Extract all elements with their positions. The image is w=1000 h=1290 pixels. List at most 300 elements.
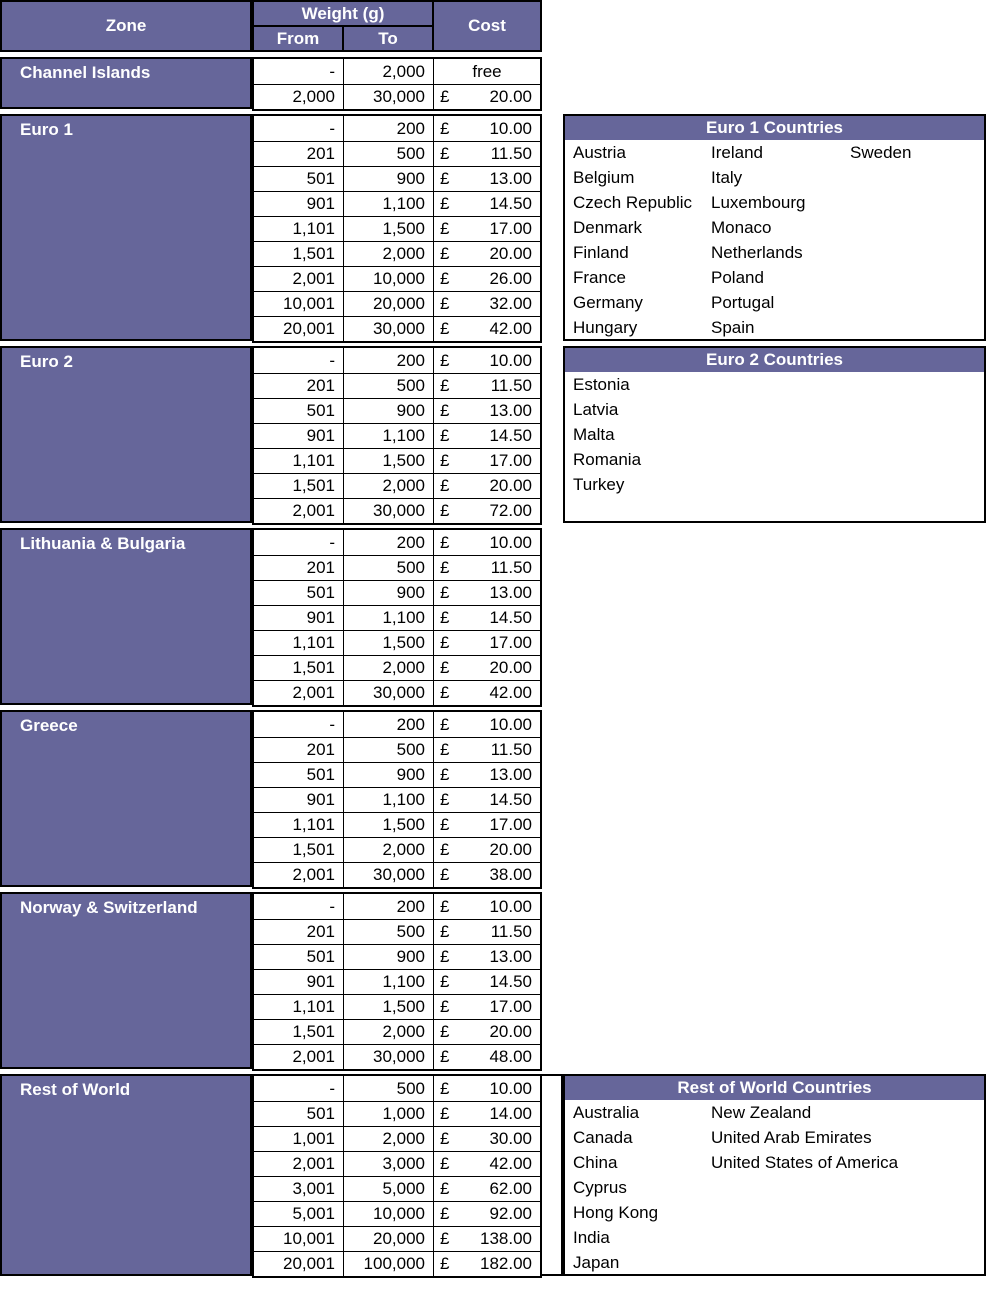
weight-to: 1,100 — [344, 424, 434, 448]
country-name: Poland — [711, 267, 764, 287]
weight-to: 20,000 — [344, 292, 434, 316]
rate-row — [254, 316, 540, 341]
rate-grid — [252, 114, 542, 343]
cost-value: 13.00 — [489, 947, 532, 966]
weight-to: 200 — [344, 894, 434, 919]
weight-from: 2,000 — [254, 85, 344, 109]
currency-symbol: £ — [440, 1047, 450, 1066]
weight-to: 2,000 — [344, 1127, 434, 1151]
cost-value: 30.00 — [489, 1129, 532, 1148]
currency-symbol: £ — [440, 219, 450, 238]
rate-row — [254, 762, 540, 787]
country-name: Estonia — [573, 374, 630, 394]
cost-cell — [434, 1102, 540, 1126]
rate-row — [254, 737, 540, 762]
rate-row — [254, 655, 540, 680]
country-name: Ireland — [711, 142, 763, 162]
cost-cell — [434, 681, 540, 705]
currency-symbol: £ — [440, 633, 450, 652]
zone-name: Lithuania & Bulgaria — [20, 534, 186, 553]
cost-cell — [434, 85, 540, 109]
currency-symbol: £ — [440, 1022, 450, 1041]
weight-from: 2,001 — [254, 681, 344, 705]
cost-cell — [434, 1127, 540, 1151]
cost-cell — [434, 217, 540, 241]
euro-1-countries-box — [563, 114, 986, 341]
zone-label — [0, 710, 252, 887]
currency-symbol: £ — [440, 319, 450, 338]
zone-label — [0, 892, 252, 1069]
cost-cell — [434, 167, 540, 191]
weight-from: 5,001 — [254, 1202, 344, 1226]
cost-cell — [434, 424, 540, 448]
weight-from: 901 — [254, 788, 344, 812]
currency-symbol: £ — [440, 714, 450, 734]
spacer-column — [542, 1074, 563, 1276]
weight-from: 2,001 — [254, 1045, 344, 1069]
country-name: Hungary — [573, 317, 638, 337]
weight-from: - — [254, 712, 344, 737]
cost-cell — [434, 970, 540, 994]
weight-to: 30,000 — [344, 1045, 434, 1069]
rate-row — [254, 473, 540, 498]
rest-of-world-countries-box — [563, 1074, 986, 1276]
weight-from: 501 — [254, 945, 344, 969]
rate-grid — [252, 346, 542, 525]
currency-symbol: £ — [440, 765, 450, 784]
cost-value: 10.00 — [489, 350, 532, 370]
weight-from: 501 — [254, 399, 344, 423]
header-cost — [432, 0, 542, 52]
rate-row — [254, 530, 540, 555]
country-name: India — [573, 1227, 610, 1247]
cost-value: 10.00 — [489, 118, 532, 138]
cost-cell — [434, 863, 540, 887]
weight-to: 10,000 — [344, 1202, 434, 1226]
cost-cell — [434, 499, 540, 523]
cost-value: 14.50 — [489, 194, 532, 213]
country-name: Latvia — [573, 399, 619, 419]
cost-value: 20.00 — [489, 476, 532, 495]
currency-symbol: £ — [440, 87, 450, 106]
weight-from: 901 — [254, 970, 344, 994]
countries-box-title: Euro 2 Countries — [565, 348, 984, 372]
rate-row — [254, 712, 540, 737]
currency-symbol: £ — [440, 451, 450, 470]
weight-from: 10,001 — [254, 292, 344, 316]
currency-symbol: £ — [440, 1254, 450, 1273]
zone-label — [0, 57, 252, 109]
weight-to: 900 — [344, 167, 434, 191]
rate-row — [254, 448, 540, 473]
currency-symbol: £ — [440, 532, 450, 552]
cost-cell — [434, 317, 540, 341]
cost-value: 48.00 — [489, 1047, 532, 1066]
header-weight-label: Weight (g) — [301, 3, 385, 23]
country-name: Portugal — [711, 292, 775, 312]
cost-value: 10.00 — [489, 714, 532, 734]
cost-value: 42.00 — [489, 1154, 532, 1173]
cost-value: 11.50 — [490, 558, 532, 577]
rate-grid — [252, 57, 542, 111]
rate-row — [254, 1201, 540, 1226]
cost-cell — [434, 656, 540, 680]
currency-symbol: £ — [440, 144, 450, 163]
weight-from: 901 — [254, 424, 344, 448]
weight-to: 1,100 — [344, 788, 434, 812]
weight-to: 900 — [344, 945, 434, 969]
rate-row — [254, 116, 540, 141]
cost-value: 42.00 — [489, 319, 532, 338]
currency-symbol: £ — [440, 1204, 450, 1223]
cost-cell — [434, 581, 540, 605]
weight-from: - — [254, 348, 344, 373]
countries-box-title: Rest of World Countries — [565, 1076, 984, 1100]
weight-from: 1,101 — [254, 995, 344, 1019]
country-name: Belgium — [573, 167, 635, 187]
cost-cell — [434, 788, 540, 812]
weight-from: 2,001 — [254, 863, 344, 887]
cost-value: 13.00 — [489, 401, 532, 420]
rate-row — [254, 216, 540, 241]
cost-value: 10.00 — [489, 532, 532, 552]
weight-to: 900 — [344, 763, 434, 787]
currency-symbol: £ — [440, 1078, 450, 1098]
cost-cell — [434, 530, 540, 555]
weight-to: 1,500 — [344, 813, 434, 837]
currency-symbol: £ — [440, 683, 450, 702]
weight-to: 20,000 — [344, 1227, 434, 1251]
country-name: Finland — [573, 242, 629, 262]
weight-from: 1,501 — [254, 474, 344, 498]
cost-cell — [434, 1252, 540, 1276]
weight-from: 201 — [254, 738, 344, 762]
zone-name: Rest of World — [20, 1080, 131, 1099]
weight-from: 2,001 — [254, 267, 344, 291]
cost-cell — [434, 242, 540, 266]
cost-cell — [434, 116, 540, 141]
weight-to: 1,500 — [344, 449, 434, 473]
rate-grid — [252, 1074, 542, 1278]
weight-from: 201 — [254, 374, 344, 398]
rate-row — [254, 1151, 540, 1176]
header-to-label: To — [378, 28, 398, 48]
currency-symbol: £ — [440, 294, 450, 313]
weight-from: 1,501 — [254, 656, 344, 680]
country-name: New Zealand — [711, 1102, 812, 1122]
rate-grid — [252, 892, 542, 1071]
zone-name: Euro 1 — [20, 120, 73, 139]
cost-cell — [434, 995, 540, 1019]
country-name: Italy — [711, 167, 743, 187]
country-name: Canada — [573, 1127, 633, 1147]
rate-row — [254, 191, 540, 216]
countries-box-title: Euro 1 Countries — [565, 116, 984, 140]
rate-row — [254, 555, 540, 580]
cost-cell — [434, 374, 540, 398]
currency-symbol: £ — [440, 840, 450, 859]
country-name: Czech Republic — [573, 192, 693, 212]
weight-from: 201 — [254, 556, 344, 580]
rate-row — [254, 59, 540, 84]
currency-symbol: £ — [440, 501, 450, 520]
rate-row — [254, 1226, 540, 1251]
currency-symbol: £ — [440, 118, 450, 138]
currency-symbol: £ — [440, 244, 450, 263]
cost-value: 20.00 — [489, 840, 532, 859]
weight-from: - — [254, 59, 344, 84]
weight-to: 2,000 — [344, 242, 434, 266]
rate-row — [254, 605, 540, 630]
weight-to: 30,000 — [344, 681, 434, 705]
cost-cell — [434, 763, 540, 787]
cost-cell — [434, 712, 540, 737]
rate-row — [254, 266, 540, 291]
currency-symbol: £ — [440, 972, 450, 991]
weight-to: 2,000 — [344, 838, 434, 862]
cost-value: 11.50 — [490, 740, 532, 759]
currency-symbol: £ — [440, 1129, 450, 1148]
cost-cell — [434, 920, 540, 944]
cost-value: 17.00 — [489, 451, 532, 470]
cost-value: 11.50 — [490, 376, 532, 395]
currency-symbol: £ — [440, 740, 450, 759]
cost-value: 20.00 — [489, 244, 532, 263]
weight-to: 1,100 — [344, 192, 434, 216]
weight-from: - — [254, 116, 344, 141]
weight-from: 501 — [254, 1102, 344, 1126]
zone-label — [0, 1074, 252, 1276]
cost-cell — [434, 1020, 540, 1044]
weight-from: 2,001 — [254, 1152, 344, 1176]
weight-to: 1,500 — [344, 631, 434, 655]
cost-value: 14.50 — [489, 972, 532, 991]
country-name: Netherlands — [711, 242, 803, 262]
weight-to: 200 — [344, 530, 434, 555]
country-name: Spain — [711, 317, 755, 337]
header-weight — [252, 0, 434, 27]
currency-symbol: £ — [440, 896, 450, 916]
cost-value: 14.00 — [489, 1104, 532, 1123]
rate-row — [254, 787, 540, 812]
weight-to: 200 — [344, 712, 434, 737]
weight-from: 20,001 — [254, 317, 344, 341]
weight-to: 200 — [344, 116, 434, 141]
weight-from: - — [254, 530, 344, 555]
currency-symbol: £ — [440, 558, 450, 577]
currency-symbol: £ — [440, 608, 450, 627]
weight-from: 1,501 — [254, 1020, 344, 1044]
weight-to: 5,000 — [344, 1177, 434, 1201]
cost-cell — [434, 1152, 540, 1176]
currency-symbol: £ — [440, 426, 450, 445]
rate-row — [254, 944, 540, 969]
rate-row — [254, 291, 540, 316]
weight-from: 20,001 — [254, 1252, 344, 1276]
cost-value: 20.00 — [489, 87, 532, 106]
country-name: Japan — [573, 1252, 620, 1272]
cost-cell — [434, 292, 540, 316]
cost-value: 20.00 — [489, 1022, 532, 1041]
rate-row — [254, 398, 540, 423]
country-name: Denmark — [573, 217, 642, 237]
currency-symbol: £ — [440, 1179, 450, 1198]
weight-to: 1,100 — [344, 606, 434, 630]
weight-to: 500 — [344, 556, 434, 580]
currency-symbol: £ — [440, 583, 450, 602]
cost-cell — [434, 399, 540, 423]
cost-value: 11.50 — [490, 922, 532, 941]
country-name: Luxembourg — [711, 192, 806, 212]
country-name: Monaco — [711, 217, 772, 237]
cost-cell — [434, 738, 540, 762]
cost-cell — [434, 142, 540, 166]
weight-from: - — [254, 894, 344, 919]
cost-value: 72.00 — [489, 501, 532, 520]
rate-row — [254, 1044, 540, 1069]
weight-from: - — [254, 1076, 344, 1101]
header-zone-label: Zone — [105, 16, 147, 35]
cost-cell — [434, 945, 540, 969]
weight-to: 1,500 — [344, 995, 434, 1019]
weight-to: 2,000 — [344, 59, 434, 84]
cost-cell — [434, 1202, 540, 1226]
rate-row — [254, 630, 540, 655]
weight-from: 1,101 — [254, 217, 344, 241]
cost-value: 17.00 — [489, 219, 532, 238]
cost-value: 13.00 — [489, 765, 532, 784]
header-cost-label: Cost — [468, 16, 506, 35]
weight-to: 200 — [344, 348, 434, 373]
weight-from: 10,001 — [254, 1227, 344, 1251]
rate-row — [254, 1251, 540, 1276]
currency-symbol: £ — [440, 1229, 450, 1248]
weight-to: 1,000 — [344, 1102, 434, 1126]
cost-cell — [434, 1045, 540, 1069]
weight-to: 900 — [344, 581, 434, 605]
zone-name: Euro 2 — [20, 352, 73, 371]
rate-row — [254, 812, 540, 837]
rate-row — [254, 373, 540, 398]
weight-to: 2,000 — [344, 656, 434, 680]
weight-to: 1,500 — [344, 217, 434, 241]
rate-row — [254, 969, 540, 994]
weight-to: 30,000 — [344, 85, 434, 109]
cost-value: 14.50 — [489, 426, 532, 445]
weight-from: 1,501 — [254, 838, 344, 862]
currency-symbol: £ — [440, 997, 450, 1016]
zone-label — [0, 528, 252, 705]
cost-cell — [434, 556, 540, 580]
weight-to: 500 — [344, 142, 434, 166]
cost-cell — [434, 267, 540, 291]
cost-cell — [434, 59, 540, 84]
cost-value: 10.00 — [489, 1078, 532, 1098]
cost-value: 13.00 — [489, 169, 532, 188]
cost-value: 38.00 — [489, 865, 532, 884]
weight-from: 1,001 — [254, 1127, 344, 1151]
weight-to: 2,000 — [344, 1020, 434, 1044]
cost-value: 26.00 — [489, 269, 532, 288]
country-name: Australia — [573, 1102, 640, 1122]
country-name: Sweden — [850, 142, 912, 162]
cost-value: 10.00 — [489, 896, 532, 916]
weight-from: 3,001 — [254, 1177, 344, 1201]
cost-value: 14.50 — [489, 608, 532, 627]
rate-row — [254, 580, 540, 605]
country-name: Romania — [573, 449, 642, 469]
rate-grid — [252, 528, 542, 707]
currency-symbol: £ — [440, 350, 450, 370]
cost-cell — [434, 1227, 540, 1251]
weight-from: 501 — [254, 763, 344, 787]
cost-value: 92.00 — [489, 1204, 532, 1223]
weight-to: 30,000 — [344, 317, 434, 341]
cost-value: 13.00 — [489, 583, 532, 602]
country-name: Cyprus — [573, 1177, 627, 1197]
country-name: Austria — [573, 142, 626, 162]
weight-from: 201 — [254, 920, 344, 944]
weight-to: 1,100 — [344, 970, 434, 994]
rate-row — [254, 166, 540, 191]
rate-row — [254, 1126, 540, 1151]
currency-symbol: £ — [440, 1104, 450, 1123]
cost-cell — [434, 1076, 540, 1101]
cost-cell — [434, 348, 540, 373]
weight-to: 500 — [344, 1076, 434, 1101]
weight-from: 201 — [254, 142, 344, 166]
weight-from: 501 — [254, 581, 344, 605]
weight-to: 30,000 — [344, 863, 434, 887]
weight-to: 500 — [344, 374, 434, 398]
cost-value: 138.00 — [480, 1229, 532, 1248]
header-from — [252, 25, 344, 52]
weight-to: 900 — [344, 399, 434, 423]
zone-label — [0, 114, 252, 341]
currency-symbol: £ — [440, 376, 450, 395]
currency-symbol: £ — [440, 790, 450, 809]
rate-row — [254, 423, 540, 448]
weight-from: 1,101 — [254, 813, 344, 837]
zone-label — [0, 346, 252, 523]
currency-symbol: £ — [440, 194, 450, 213]
rate-row — [254, 141, 540, 166]
country-name: Hong Kong — [573, 1202, 659, 1222]
cost-value: 182.00 — [480, 1254, 532, 1273]
rate-row — [254, 1101, 540, 1126]
cost-value: 42.00 — [489, 683, 532, 702]
weight-from: 1,501 — [254, 242, 344, 266]
zone-name: Greece — [20, 716, 78, 735]
zone-name: Channel Islands — [20, 63, 151, 82]
rate-row — [254, 1176, 540, 1201]
cost-value: 20.00 — [489, 658, 532, 677]
weight-to: 2,000 — [344, 474, 434, 498]
weight-from: 2,001 — [254, 499, 344, 523]
cost-value: 14.50 — [489, 790, 532, 809]
cost-cell — [434, 192, 540, 216]
currency-symbol: £ — [440, 269, 450, 288]
cost-cell — [434, 606, 540, 630]
weight-to: 3,000 — [344, 1152, 434, 1176]
currency-symbol: £ — [440, 401, 450, 420]
cost-value: 11.50 — [490, 144, 532, 163]
cost-cell — [434, 474, 540, 498]
rate-row — [254, 894, 540, 919]
euro-2-countries-box — [563, 346, 986, 523]
header-zone — [0, 0, 252, 52]
weight-to: 10,000 — [344, 267, 434, 291]
